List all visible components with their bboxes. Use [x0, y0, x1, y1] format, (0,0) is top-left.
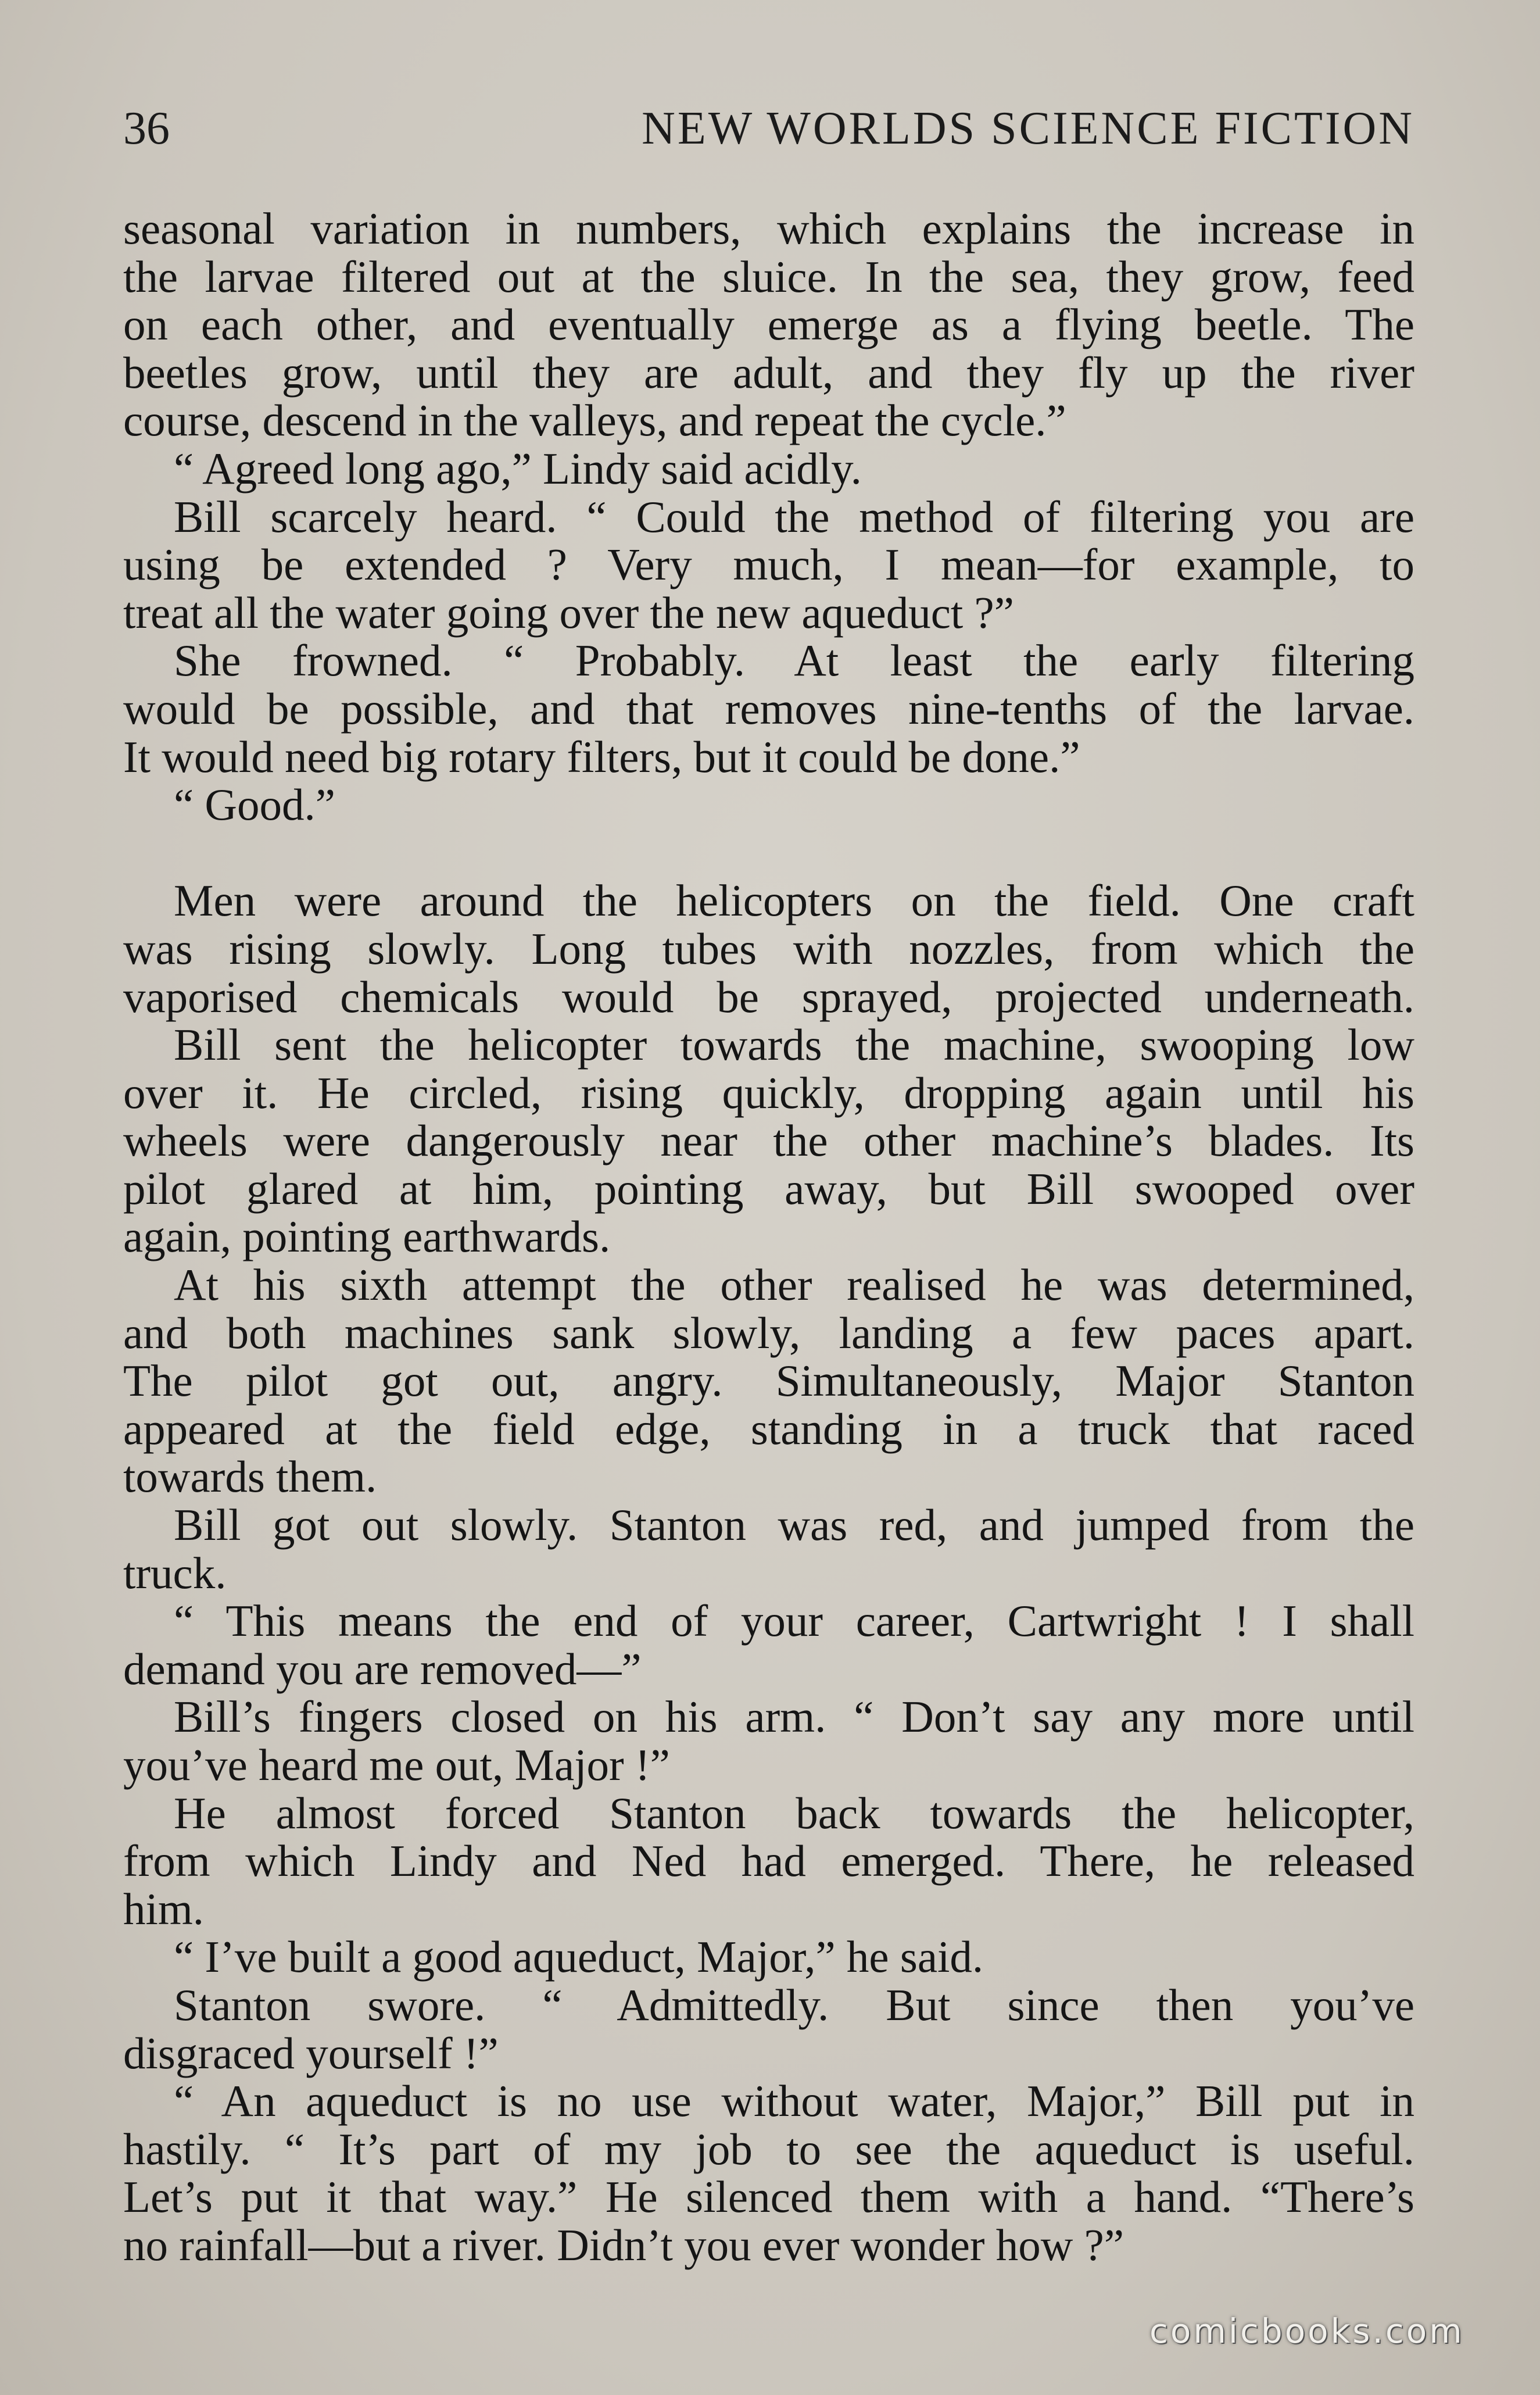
text-line: vaporised chemicals would be sprayed, projected underneath. [123, 971, 1414, 1022]
text-line: using be extended ? Very much, I mean—for example, to [123, 539, 1414, 590]
text-line: “ An aqueduct is no use without water, Major,” Bill put in [174, 2076, 1414, 2126]
watermark: comicbooks.com [1149, 2311, 1464, 2351]
text-line: seasonal variation in numbers, which explains the increase in [123, 203, 1414, 253]
text-line: pilot glared at him, pointing away, but Bill swooped over [123, 1163, 1414, 1214]
text-line: “ Agreed long ago,” Lindy said acidly. [174, 443, 862, 494]
text-line: would be possible, and that removes nine-tenths of the larvae. [123, 683, 1414, 734]
text-line: “ This means the end of your career, Cartwright ! I shall [174, 1596, 1414, 1646]
text-line: demand you are removed—” [123, 1643, 642, 1694]
text-line: It would need big rotary filters, but it could be done.” [123, 731, 1080, 782]
text-line: Bill sent the helicopter towards the machine, swooping low [174, 1020, 1414, 1070]
text-line: disgraced yourself !” [123, 2028, 499, 2078]
text-line: over it. He circled, rising quickly, dropping again until his [123, 1067, 1414, 1118]
page-number: 36 [123, 103, 170, 154]
text-line: again, pointing earthwards. [123, 1211, 611, 1262]
text-line: was rising slowly. Long tubes with nozzles, from which the [123, 923, 1414, 974]
text-line: The pilot got out, angry. Simultaneously, Major Stanton [123, 1356, 1414, 1406]
text-line: beetles grow, until they are adult, and they fly up the river [123, 347, 1414, 398]
text-line: Men were around the helicopters on the field. One craft [174, 875, 1414, 926]
text-line: and both machines sank slowly, landing a few paces apart. [123, 1307, 1414, 1358]
text-line: Bill’s fingers closed on his arm. “ Don’t say any more until [174, 1692, 1414, 1742]
text-line: appeared at the field edge, standing in a truck that raced [123, 1403, 1414, 1454]
text-line: treat all the water going over the new aqueduct ?” [123, 587, 1014, 638]
text-line: Let’s put it that way.” He silenced them with a hand. “There’s [123, 2172, 1414, 2222]
text-line: hastily. “ It’s part of my job to see the aqueduct is useful. [123, 2124, 1414, 2174]
text-line: truck. [123, 1547, 227, 1598]
text-line: no rainfall—but a river. Didn’t you ever wonder how ?” [123, 2219, 1124, 2270]
text-line: Bill scarcely heard. “ Could the method of filtering you are [174, 491, 1414, 542]
running-title: NEW WORLDS SCIENCE FICTION [642, 103, 1414, 154]
text-line: At his sixth attempt the other realised he was determined, [174, 1260, 1414, 1310]
text-line: towards them. [123, 1452, 377, 1502]
text-line: Bill got out slowly. Stanton was red, and jumped from the [174, 1500, 1414, 1550]
text-line: “ Good.” [174, 780, 335, 830]
text-line: “ I’ve built a good aqueduct, Major,” he said. [174, 1932, 984, 1982]
text-line: the larvae filtered out at the sluice. In the sea, they grow, feed [123, 251, 1414, 302]
body-text [123, 205, 1414, 2269]
text-line: him. [123, 1883, 205, 1934]
text-line: Stanton swore. “ Admittedly. But since then you’ve [174, 1979, 1414, 2030]
text-line: from which Lindy and Ned had emerged. There, he released [123, 1836, 1414, 1886]
text-line: course, descend in the valleys, and repeat the cycle.” [123, 395, 1066, 446]
text-line: He almost forced Stanton back towards the helicopter, [174, 1788, 1414, 1838]
text-line: on each other, and eventually emerge as a flying beetle. The [123, 299, 1414, 350]
section-break [123, 829, 1414, 877]
page-header [123, 102, 1414, 166]
text-line: She frowned. “ Probably. At least the early filtering [174, 635, 1414, 686]
text-line: wheels were dangerously near the other machine’s blades. Its [123, 1116, 1414, 1166]
text-line: you’ve heard me out, Major !” [123, 1740, 670, 1790]
